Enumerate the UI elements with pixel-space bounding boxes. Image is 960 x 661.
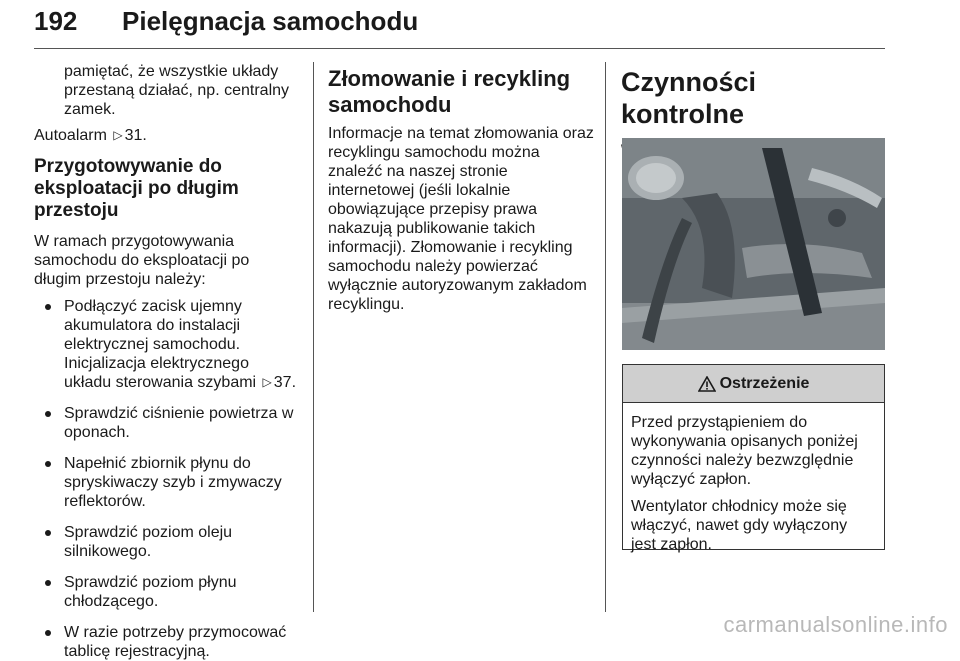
reference-arrow-icon: ▷ bbox=[113, 128, 123, 142]
warning-heading: Ostrzeżenie bbox=[719, 374, 810, 392]
watermark: carmanualsonline.info bbox=[723, 612, 948, 637]
section-title-long-storage: Przygotowywanie do eksploatacji po długim przestoju bbox=[34, 156, 239, 221]
list-item-text: Podłączyć zacisk ujemny akumulatora do instalacji elektrycznej samochodu. Inicjalizacja elektrycznego układu sterowania szybami bbox=[64, 298, 257, 391]
column-middle bbox=[328, 66, 594, 314]
list-item: Sprawdzić poziom płynu chłodzącego. bbox=[34, 573, 300, 611]
warning-paragraph: Wentylator chłodnicy może się włączyć, nawet gdy wyłączony jest zapłon. bbox=[631, 498, 848, 553]
list-item: Napełnić zbiornik płynu do spryskiwaczy szyb i zmywaczy reflektorów. bbox=[34, 454, 300, 511]
list-item bbox=[34, 297, 300, 392]
list-item: Sprawdzić poziom oleju silnikowego. bbox=[34, 523, 300, 561]
page-header bbox=[34, 6, 884, 42]
continued-paragraph: pamiętać, że wszystkie układy przestaną działać, np. centralny zamek. bbox=[64, 63, 290, 118]
warning-triangle-icon bbox=[698, 376, 716, 392]
chapter-title: Pielęgnacja samochodu bbox=[122, 6, 419, 36]
list-item-page-ref: 37. bbox=[273, 374, 297, 391]
column-divider-1 bbox=[313, 62, 314, 612]
column-left bbox=[34, 62, 300, 661]
section-title-recycling: Złomowanie i recykling samochodu bbox=[328, 66, 571, 117]
engine-bay-photo bbox=[622, 138, 885, 350]
recycling-paragraph: Informacje na temat złomowania oraz recyklingu samochodu można znaleźć na naszej stronie internetowej (jeśli lokalnie obowiązujące przepisy prawa nakazują publikowanie takich informacji). Złomowanie i recykling samochodu należy powierzać wyłącznie autoryzowanym zakładom recyklingu. bbox=[328, 125, 594, 313]
warning-body bbox=[623, 403, 884, 554]
autoalarm-page-ref: 31. bbox=[124, 127, 147, 144]
reference-arrow-icon: ▷ bbox=[262, 375, 272, 389]
warning-paragraph: Przed przystąpieniem do wykonywania opisanych poniżej czynności należy bezwzględnie wyłączyć zapłon. bbox=[631, 414, 858, 488]
warning-box bbox=[622, 364, 885, 553]
header-divider bbox=[34, 48, 885, 49]
autoalarm-reference bbox=[34, 126, 300, 145]
column-divider-2 bbox=[605, 62, 606, 612]
intro-paragraph: W ramach przygotowywania samochodu do eksploatacji po długim przestoju należy: bbox=[34, 233, 250, 288]
chapter-section-title: Czynności kontrolne bbox=[621, 67, 757, 129]
checklist bbox=[34, 297, 300, 661]
list-item: Sprawdzić ciśnienie powietrza w oponach. bbox=[34, 404, 300, 442]
autoalarm-label: Autoalarm bbox=[34, 127, 107, 144]
list-item: W razie potrzeby przymocować tablicę rejestracyjną. bbox=[34, 623, 300, 661]
warning-header bbox=[623, 365, 884, 403]
page-number: 192 bbox=[34, 6, 78, 36]
engine-bay-illustration bbox=[622, 138, 885, 350]
